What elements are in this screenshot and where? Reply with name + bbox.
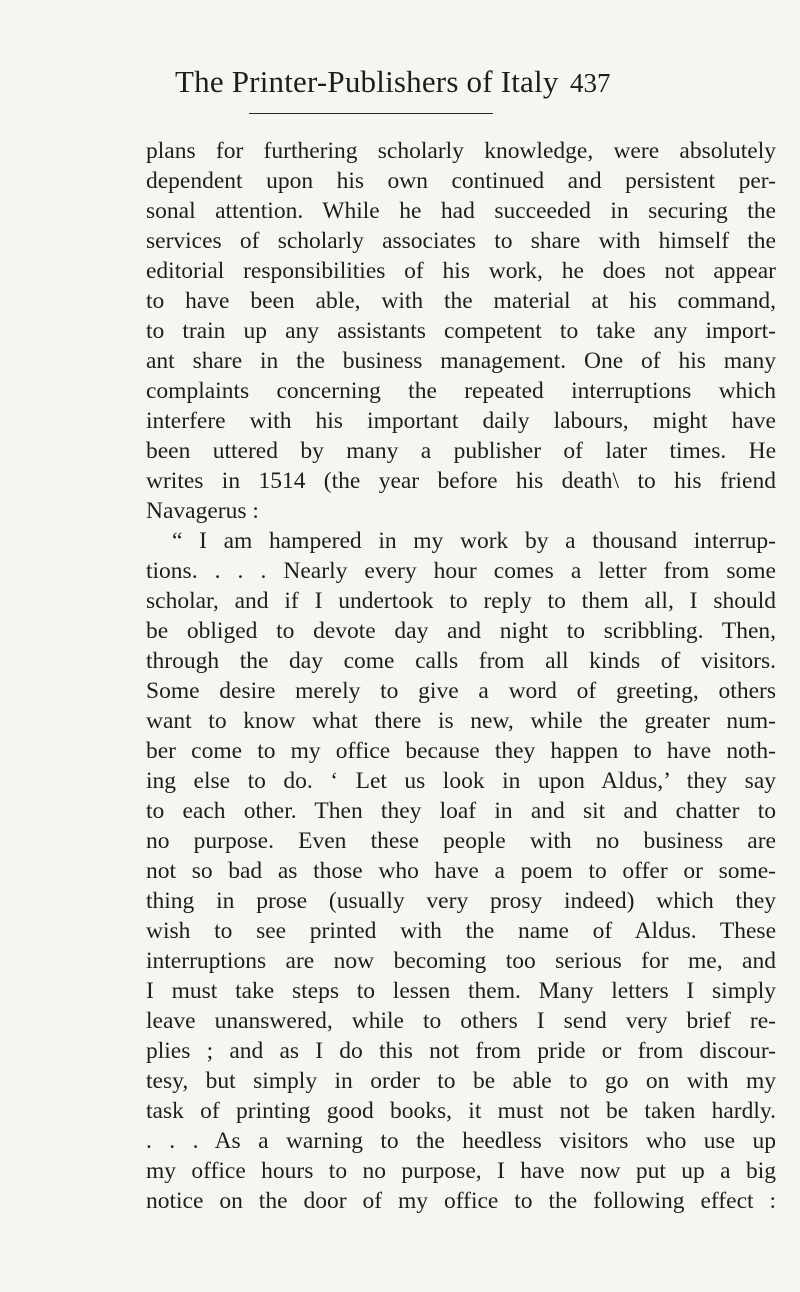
- header-rule: [249, 113, 493, 114]
- quote-line: Some desire merely to give a word of greeting, others: [146, 678, 776, 704]
- quote-line: I must take steps to lessen them. Many letters I simply: [146, 978, 776, 1004]
- text-line: plans for furthering scholarly knowledge, were absolutely: [146, 138, 776, 164]
- quote-line: be obliged to devote day and night to scribbling. Then,: [146, 618, 776, 644]
- running-title: The Printer-Publishers of Italy: [175, 64, 559, 99]
- text-line: writes in 1514 (the year before his death\ to his friend: [146, 468, 776, 494]
- quote-line: not so bad as those who have a poem to offer or some-: [146, 858, 776, 884]
- quote-line: plies ; and as I do this not from pride or from discour-: [146, 1038, 776, 1064]
- text-line: complaints concerning the repeated interruptions which: [146, 378, 776, 404]
- quote-line: tesy, but simply in order to be able to go on with my: [146, 1068, 776, 1094]
- quote-line: notice on the door of my office to the following effect :: [146, 1188, 776, 1214]
- text-line: ant share in the business management. One of his many: [146, 348, 776, 374]
- quote-line: ber come to my office because they happen to have noth-: [146, 738, 776, 764]
- quote-line: to each other. Then they loaf in and sit and chatter to: [146, 798, 776, 824]
- quote-line: . . . As a warning to the heedless visitors who use up: [146, 1128, 776, 1154]
- body-text: [146, 136, 776, 1216]
- text-line: editorial responsibilities of his work, he does not appear: [146, 258, 776, 284]
- quote-line: my office hours to no purpose, I have now put up a big: [146, 1158, 776, 1184]
- quote-line: want to know what there is new, while the greater num-: [146, 708, 776, 734]
- text-line: been uttered by many a publisher of later times. He: [146, 438, 776, 464]
- quote-line: no purpose. Even these people with no business are: [146, 828, 776, 854]
- quote-line: wish to see printed with the name of Aldus. These: [146, 918, 776, 944]
- page-number: 437: [570, 68, 611, 98]
- quote-line: interruptions are now becoming too serious for me, and: [146, 948, 776, 974]
- text-line: interfere with his important daily labours, might have: [146, 408, 776, 434]
- quote-line: task of printing good books, it must not be taken hardly.: [146, 1098, 776, 1124]
- text-line: Navagerus :: [146, 498, 259, 524]
- quote-line: scholar, and if I undertook to reply to them all, I should: [146, 588, 776, 614]
- text-line: to have been able, with the material at his command,: [146, 288, 776, 314]
- quote-line: leave unanswered, while to others I send very brief re-: [146, 1008, 776, 1034]
- text-line: sonal attention. While he had succeeded in securing the: [146, 198, 776, 224]
- text-line: to train up any assistants competent to take any import-: [146, 318, 776, 344]
- text-line: dependent upon his own continued and persistent per-: [146, 168, 776, 194]
- quote-line: through the day come calls from all kinds of visitors.: [146, 648, 776, 674]
- text-line: services of scholarly associates to share with himself the: [146, 228, 776, 254]
- quote-line: tions. . . . Nearly every hour comes a letter from some: [146, 558, 776, 584]
- quote-line: “ I am hampered in my work by a thousand interrup-: [172, 528, 776, 554]
- quote-line: ing else to do. ‘ Let us look in upon Aldus,’ they say: [146, 768, 776, 794]
- quote-line: thing in prose (usually very prosy indeed) which they: [146, 888, 776, 914]
- running-head: [175, 64, 735, 104]
